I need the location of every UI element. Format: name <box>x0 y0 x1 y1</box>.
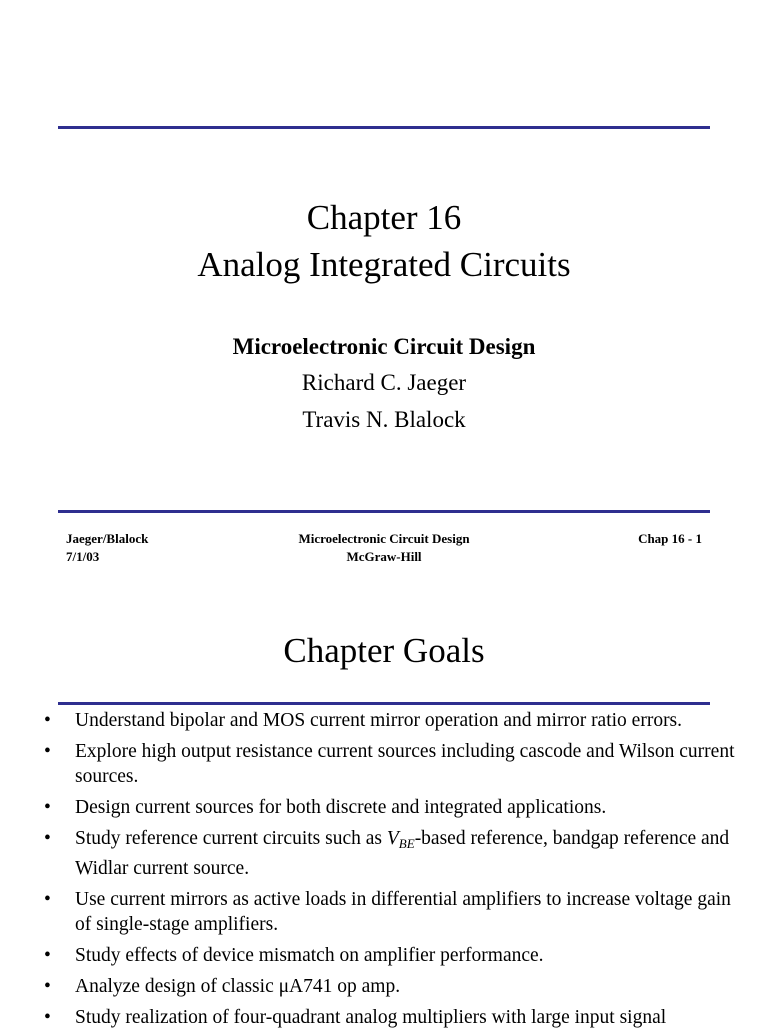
goal-item <box>0 943 768 968</box>
footer-page-number: Chap 16 - 1 <box>638 531 702 546</box>
bullet-icon: • <box>44 741 51 762</box>
goal-item <box>0 887 768 937</box>
footer-rule <box>58 510 710 513</box>
goal-text: Use current mirrors as active loads in differential amplifiers to increase voltage gain of single-stage amplifiers. <box>75 889 731 935</box>
vbe-subscript: BE <box>398 836 415 851</box>
bullet-icon: • <box>44 945 51 966</box>
goal-item <box>0 708 768 733</box>
goals-rule <box>58 702 710 705</box>
goal-text: Study effects of device mismatch on amplifier performance. <box>75 945 544 966</box>
author-blalock: Travis N. Blalock <box>302 407 466 432</box>
goal-text: Study reference current circuits such as <box>75 828 387 849</box>
footer-center <box>234 530 534 566</box>
goal-text: Understand bipolar and MOS current mirror operation and mirror ratio errors. <box>75 710 683 731</box>
goal-item <box>0 739 768 789</box>
goal-item <box>0 795 768 820</box>
footer-publisher: McGraw-Hill <box>346 549 422 564</box>
goal-text: Explore high output resistance current sources including cascode and Wilson current sources. <box>75 741 735 787</box>
vbe-symbol: V <box>386 828 399 849</box>
goal-item <box>0 826 768 881</box>
slide-title-name: Analog Integrated Circuits <box>197 245 571 284</box>
goal-text-continued: -based reference, bandgap reference and Widlar current source. <box>75 828 730 879</box>
goal-text: Study realization of four-quadrant analog multipliers with large input signal <box>75 1007 667 1028</box>
author-jaeger: Richard C. Jaeger <box>301 370 467 395</box>
goal-text: Analyze design of classic μA741 op amp. <box>75 976 401 997</box>
footer-book-title: Microelectronic Circuit Design <box>298 531 470 546</box>
goal-text: Design current sources for both discrete and integrated applications. <box>75 797 607 818</box>
bullet-icon: • <box>44 976 51 997</box>
bullet-icon: • <box>44 797 51 818</box>
bullet-icon: • <box>44 828 51 849</box>
footer-left <box>66 530 148 566</box>
book-title: Microelectronic Circuit Design <box>232 334 536 359</box>
goal-item <box>0 1005 768 1030</box>
footer-authors: Jaeger/Blalock <box>66 531 149 546</box>
footer-date: 7/1/03 <box>66 549 100 564</box>
bullet-icon: • <box>44 889 51 910</box>
goals-list <box>0 708 768 1036</box>
top-rule <box>58 126 710 129</box>
goals-title: Chapter Goals <box>283 631 485 670</box>
bullet-icon: • <box>44 710 51 731</box>
goal-item <box>0 974 768 999</box>
slide-title-chapter: Chapter 16 <box>306 198 462 237</box>
bullet-icon: • <box>44 1007 51 1028</box>
